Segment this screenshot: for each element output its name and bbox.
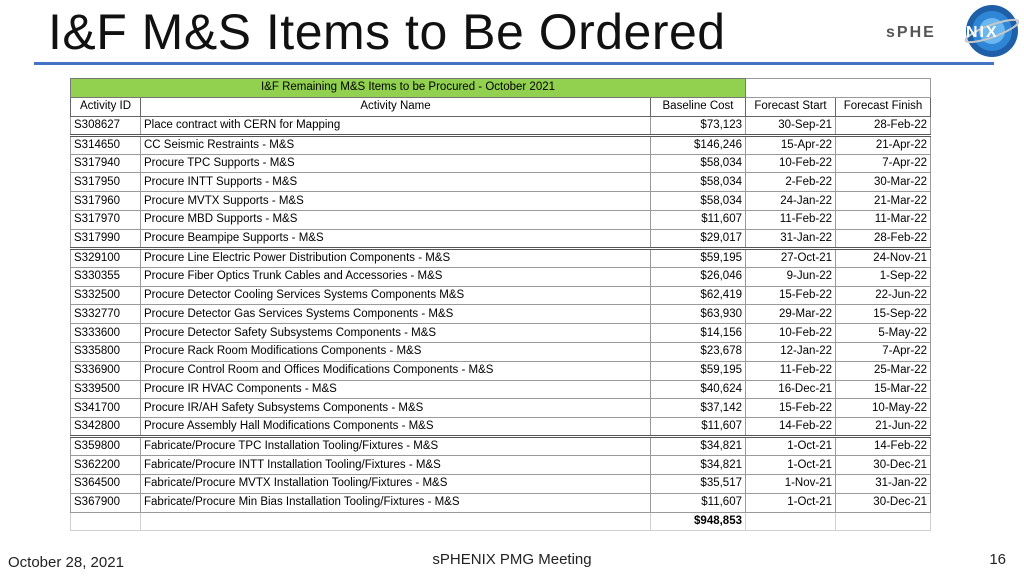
cell-forecast-finish: 7-Apr-22	[836, 154, 931, 173]
cell-forecast-start: 2-Feb-22	[746, 173, 836, 192]
cell-activity-id: S308627	[71, 116, 141, 135]
cell-forecast-start: 1-Nov-21	[746, 474, 836, 493]
cell-forecast-finish: 1-Sep-22	[836, 267, 931, 286]
cell-baseline-cost: $23,678	[651, 342, 746, 361]
cell-baseline-cost: $62,419	[651, 286, 746, 305]
cell-activity-id: S329100	[71, 248, 141, 267]
procurement-table	[70, 78, 931, 531]
cell-forecast-finish: 15-Mar-22	[836, 380, 931, 399]
cell-activity-id: S333600	[71, 324, 141, 343]
logo-text: sPHE	[886, 24, 936, 41]
cell-forecast-finish: 30-Dec-21	[836, 493, 931, 512]
table-row	[71, 210, 931, 229]
cell-forecast-finish: 15-Sep-22	[836, 305, 931, 324]
table-row	[71, 267, 931, 286]
cell-activity-name: Procure MVTX Supports - M&S	[141, 192, 651, 211]
cell-activity-name: Procure Detector Gas Services Systems Components - M&S	[141, 305, 651, 324]
table-row	[71, 474, 931, 493]
cell-activity-name: Procure Control Room and Offices Modifications Components - M&S	[141, 361, 651, 380]
cell-forecast-finish: 14-Feb-22	[836, 437, 931, 456]
cell-forecast-start: 29-Mar-22	[746, 305, 836, 324]
cell-forecast-finish: 7-Apr-22	[836, 342, 931, 361]
cell-baseline-cost: $58,034	[651, 173, 746, 192]
cell-forecast-finish: 25-Mar-22	[836, 361, 931, 380]
cell-activity-name: Procure IR HVAC Components - M&S	[141, 380, 651, 399]
cell-forecast-start: 14-Feb-22	[746, 418, 836, 437]
cell-forecast-start: 1-Oct-21	[746, 493, 836, 512]
cell-activity-id: S317940	[71, 154, 141, 173]
header-forecast-finish: Forecast Finish	[836, 97, 931, 116]
table-row	[71, 399, 931, 418]
cell-activity-name: Procure Detector Safety Subsystems Components - M&S	[141, 324, 651, 343]
cell-forecast-start: 31-Jan-22	[746, 229, 836, 248]
slide-title: I&F M&S Items to Be Ordered	[48, 4, 726, 60]
table-row	[71, 173, 931, 192]
cell-forecast-finish: 22-Jun-22	[836, 286, 931, 305]
cell-baseline-cost: $11,607	[651, 418, 746, 437]
table-row	[71, 305, 931, 324]
table-row	[71, 361, 931, 380]
cell-activity-id: S335800	[71, 342, 141, 361]
cell-forecast-finish: 21-Mar-22	[836, 192, 931, 211]
cell-forecast-finish: 31-Jan-22	[836, 474, 931, 493]
cell-forecast-finish: 30-Mar-22	[836, 173, 931, 192]
cell-activity-name: Procure Assembly Hall Modifications Components - M&S	[141, 418, 651, 437]
cell-activity-id: S330355	[71, 267, 141, 286]
cell-activity-name: Procure Fiber Optics Trunk Cables and Accessories - M&S	[141, 267, 651, 286]
cell-baseline-cost: $11,607	[651, 493, 746, 512]
table-header-row	[71, 97, 931, 116]
cell-forecast-start: 9-Jun-22	[746, 267, 836, 286]
cell-forecast-start: 11-Feb-22	[746, 361, 836, 380]
cell-baseline-cost: $40,624	[651, 380, 746, 399]
page-number: 16	[989, 551, 1006, 568]
cell-baseline-cost: $35,517	[651, 474, 746, 493]
cell-activity-name: Procure Line Electric Power Distribution Components - M&S	[141, 248, 651, 267]
table-row	[71, 154, 931, 173]
cell-activity-id: S342800	[71, 418, 141, 437]
cell-activity-id: S332500	[71, 286, 141, 305]
cell-activity-id: S332770	[71, 305, 141, 324]
cell-activity-id: S359800	[71, 437, 141, 456]
header-activity-name: Activity Name	[141, 97, 651, 116]
cell-forecast-start: 27-Oct-21	[746, 248, 836, 267]
table-row	[71, 248, 931, 267]
cell-forecast-start: 1-Oct-21	[746, 437, 836, 456]
cell-activity-id: S317990	[71, 229, 141, 248]
cell-baseline-cost: $34,821	[651, 456, 746, 475]
cell-activity-id: S314650	[71, 135, 141, 154]
cell-forecast-finish: 30-Dec-21	[836, 456, 931, 475]
svg-text:NIX: NIX	[966, 24, 999, 41]
cell-activity-name: CC Seismic Restraints - M&S	[141, 135, 651, 154]
cell-baseline-cost: $26,046	[651, 267, 746, 286]
cell-activity-id: S339500	[71, 380, 141, 399]
cell-activity-name: Fabricate/Procure INTT Installation Tooling/Fixtures - M&S	[141, 456, 651, 475]
cell-activity-name: Procure MBD Supports - M&S	[141, 210, 651, 229]
cell-activity-name: Procure Rack Room Modifications Components - M&S	[141, 342, 651, 361]
sphenix-logo-icon	[882, 2, 1022, 60]
cell-activity-name: Procure TPC Supports - M&S	[141, 154, 651, 173]
table-row	[71, 493, 931, 512]
cell-baseline-cost: $37,142	[651, 399, 746, 418]
cell-baseline-cost: $58,034	[651, 192, 746, 211]
cell-baseline-cost: $11,607	[651, 210, 746, 229]
cell-activity-name: Procure Beampipe Supports - M&S	[141, 229, 651, 248]
table-row	[71, 456, 931, 475]
cell-activity-name: Fabricate/Procure Min Bias Installation Tooling/Fixtures - M&S	[141, 493, 651, 512]
cell-forecast-finish: 11-Mar-22	[836, 210, 931, 229]
cell-forecast-finish: 21-Apr-22	[836, 135, 931, 154]
cell-forecast-start: 10-Feb-22	[746, 154, 836, 173]
total-baseline-cost: $948,853	[651, 512, 746, 531]
cell-forecast-start: 30-Sep-21	[746, 116, 836, 135]
cell-baseline-cost: $73,123	[651, 116, 746, 135]
cell-baseline-cost: $59,195	[651, 248, 746, 267]
table-banner-row	[71, 79, 931, 98]
table-row	[71, 192, 931, 211]
cell-activity-id: S317950	[71, 173, 141, 192]
table-row	[71, 342, 931, 361]
cell-activity-id: S317960	[71, 192, 141, 211]
cell-forecast-start: 12-Jan-22	[746, 342, 836, 361]
cell-activity-id: S362200	[71, 456, 141, 475]
cell-activity-name: Procure Detector Cooling Services Systems Components M&S	[141, 286, 651, 305]
cell-baseline-cost: $14,156	[651, 324, 746, 343]
cell-forecast-finish: 10-May-22	[836, 399, 931, 418]
cell-baseline-cost: $29,017	[651, 229, 746, 248]
title-underline	[34, 62, 994, 65]
cell-activity-name: Procure IR/AH Safety Subsystems Components - M&S	[141, 399, 651, 418]
table-banner: I&F Remaining M&S Items to be Procured - October 2021	[71, 79, 746, 98]
cell-forecast-finish: 28-Feb-22	[836, 116, 931, 135]
cell-forecast-finish: 21-Jun-22	[836, 418, 931, 437]
cell-forecast-start: 15-Feb-22	[746, 399, 836, 418]
cell-baseline-cost: $34,821	[651, 437, 746, 456]
cell-activity-id: S317970	[71, 210, 141, 229]
cell-forecast-finish: 5-May-22	[836, 324, 931, 343]
header-activity-id: Activity ID	[71, 97, 141, 116]
header-forecast-start: Forecast Start	[746, 97, 836, 116]
table-row	[71, 229, 931, 248]
cell-activity-id: S367900	[71, 493, 141, 512]
table-row	[71, 286, 931, 305]
cell-forecast-start: 15-Feb-22	[746, 286, 836, 305]
cell-activity-name: Fabricate/Procure TPC Installation Tooling/Fixtures - M&S	[141, 437, 651, 456]
table-total-row	[71, 512, 931, 531]
cell-activity-name: Place contract with CERN for Mapping	[141, 116, 651, 135]
cell-forecast-finish: 24-Nov-21	[836, 248, 931, 267]
table-row	[71, 380, 931, 399]
cell-activity-id: S336900	[71, 361, 141, 380]
table-row	[71, 116, 931, 135]
table-row	[71, 135, 931, 154]
cell-activity-name: Fabricate/Procure MVTX Installation Tooling/Fixtures - M&S	[141, 474, 651, 493]
footer-meeting-name: sPHENIX PMG Meeting	[432, 551, 592, 568]
cell-forecast-start: 11-Feb-22	[746, 210, 836, 229]
table-row	[71, 437, 931, 456]
table-row	[71, 324, 931, 343]
cell-forecast-start: 16-Dec-21	[746, 380, 836, 399]
cell-forecast-start: 24-Jan-22	[746, 192, 836, 211]
cell-baseline-cost: $59,195	[651, 361, 746, 380]
cell-baseline-cost: $58,034	[651, 154, 746, 173]
cell-activity-id: S364500	[71, 474, 141, 493]
footer-date: October 28, 2021	[8, 554, 124, 571]
header-baseline-cost: Baseline Cost	[651, 97, 746, 116]
cell-activity-name: Procure INTT Supports - M&S	[141, 173, 651, 192]
cell-forecast-start: 1-Oct-21	[746, 456, 836, 475]
cell-forecast-start: 10-Feb-22	[746, 324, 836, 343]
cell-activity-id: S341700	[71, 399, 141, 418]
table-row	[71, 418, 931, 437]
cell-baseline-cost: $146,246	[651, 135, 746, 154]
cell-forecast-start: 15-Apr-22	[746, 135, 836, 154]
cell-forecast-finish: 28-Feb-22	[836, 229, 931, 248]
cell-baseline-cost: $63,930	[651, 305, 746, 324]
